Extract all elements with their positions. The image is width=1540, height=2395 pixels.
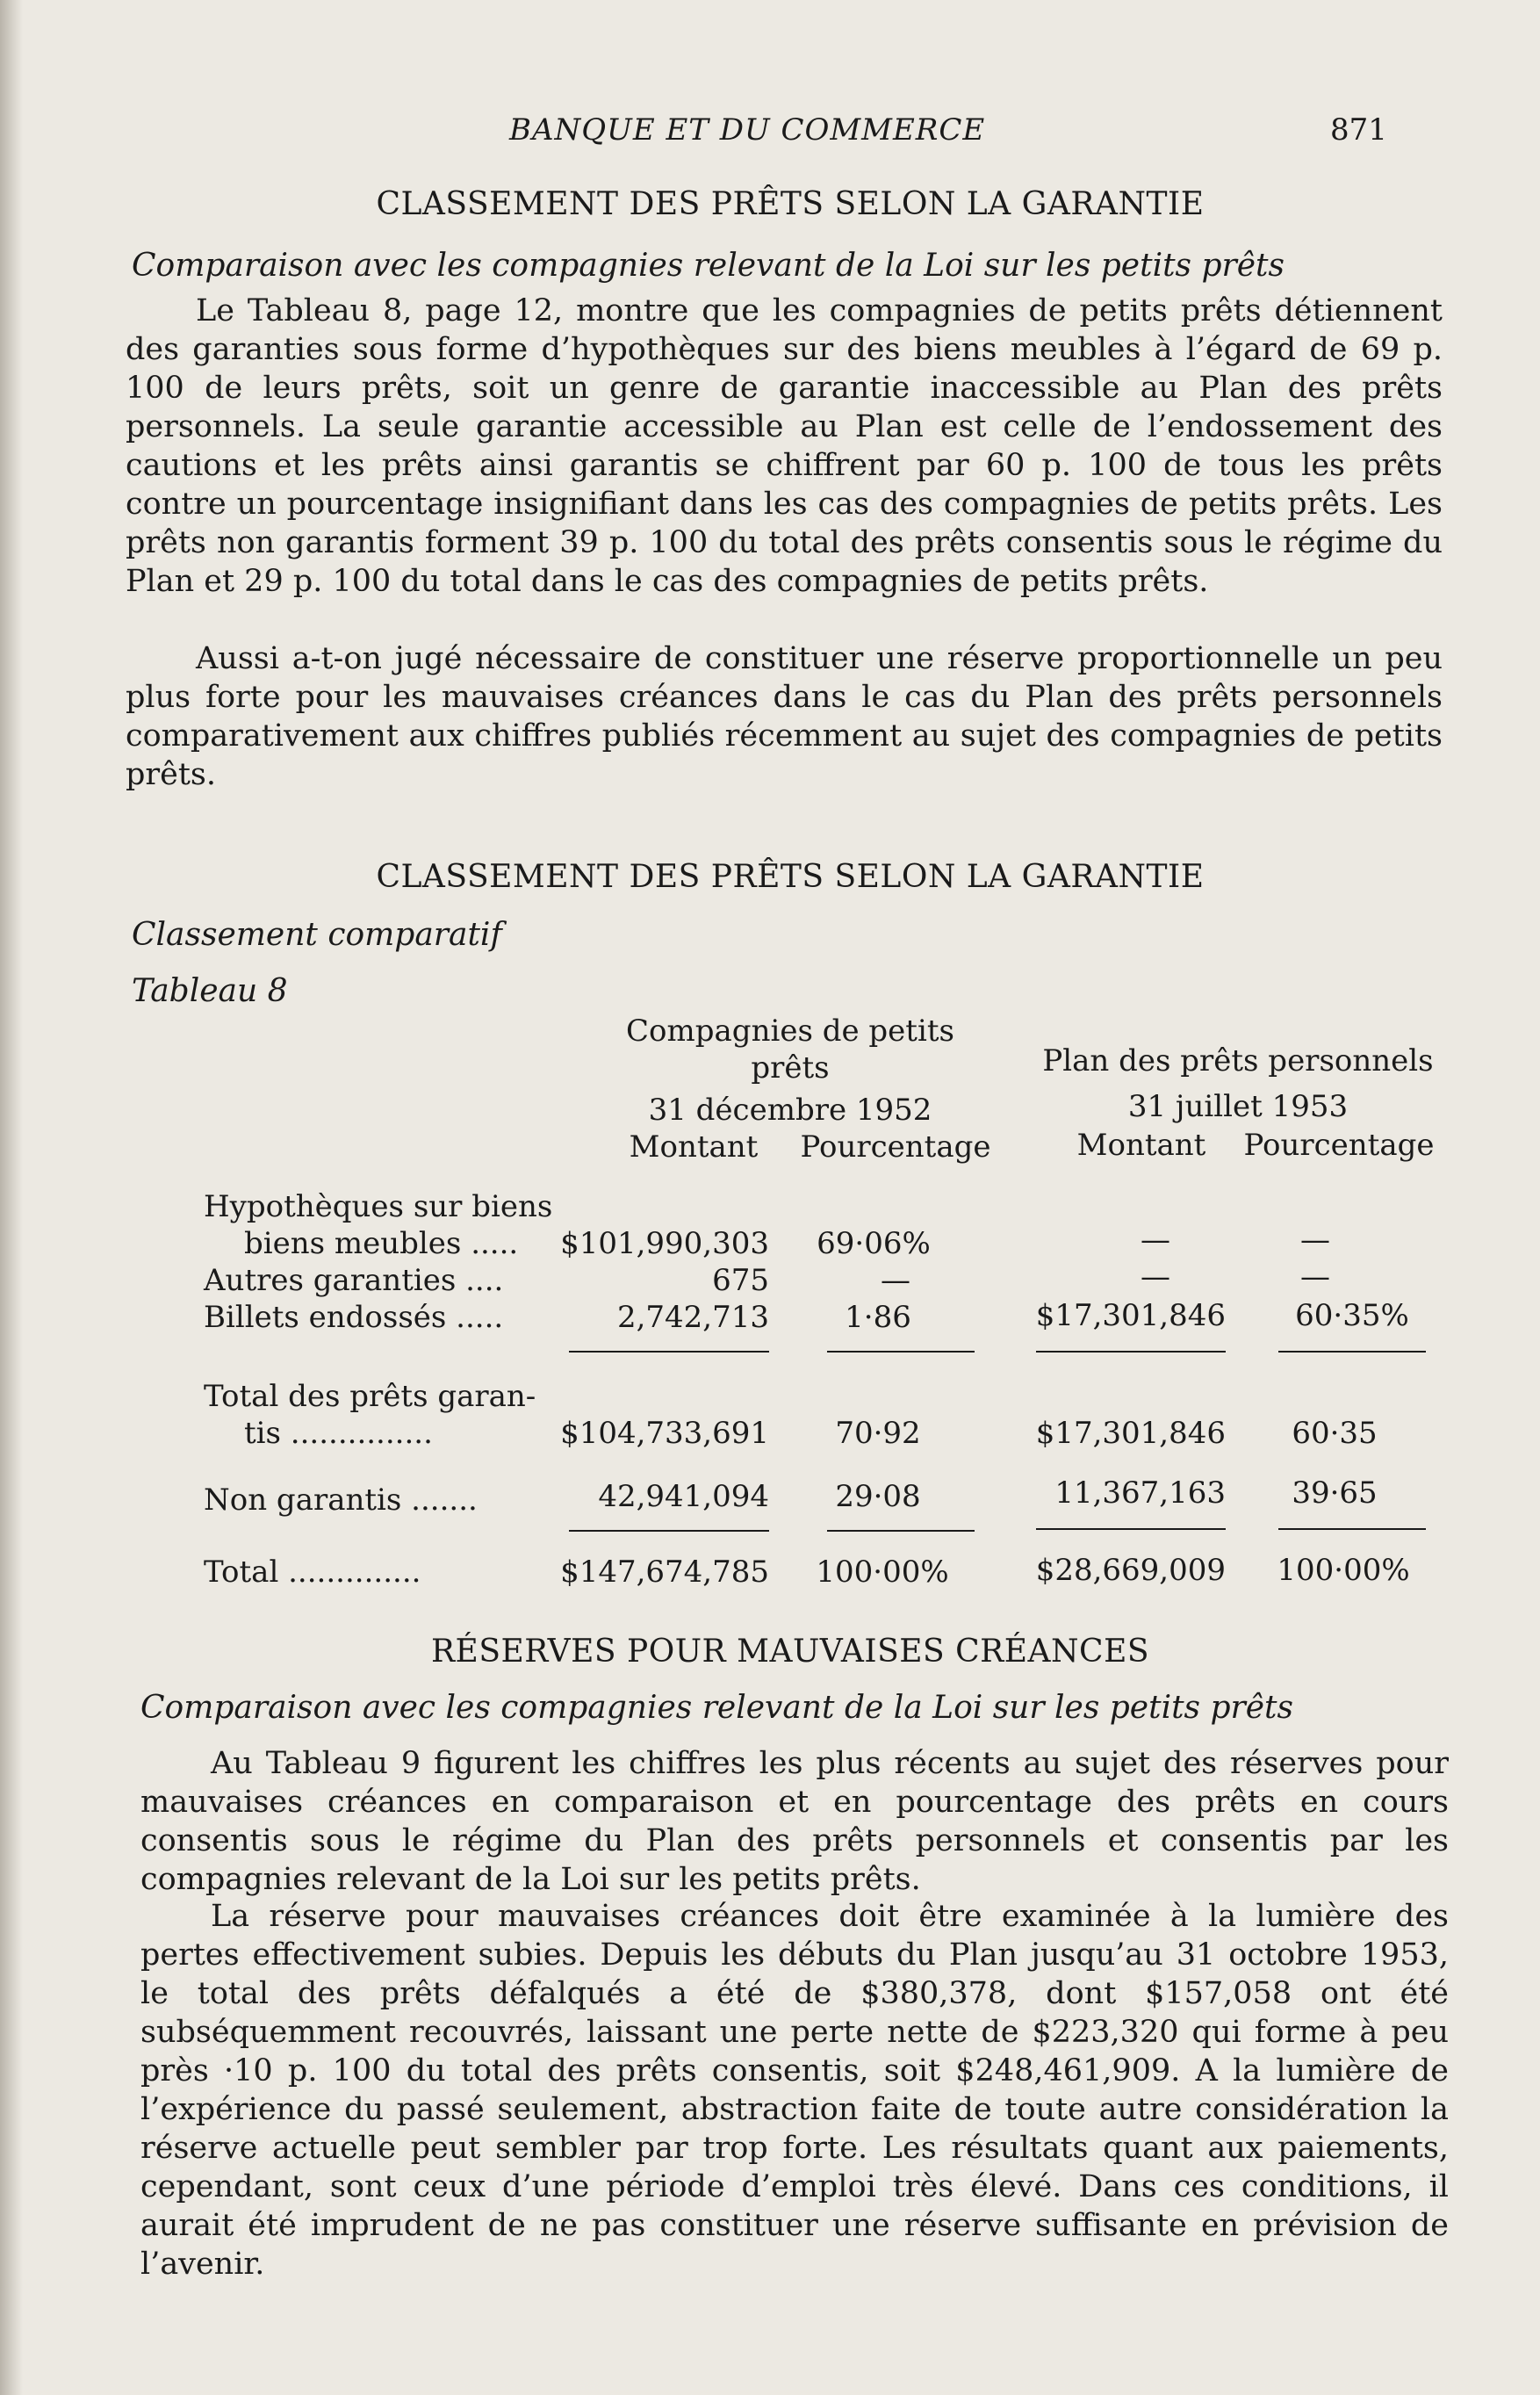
row-billets-amount-1: 2,742,713	[616, 1300, 769, 1335]
row-total-amount-2: $28,669,009	[1035, 1553, 1226, 1588]
col-group1-date: 31 décembre 1952	[648, 1093, 932, 1128]
row-total-garantis-percent-1: 70·92	[835, 1416, 921, 1451]
section1-paragraph-1-text: Le Tableau 8, page 12, montre que les compagnies de petits prêts détiennent des garanties sous forme d’hypothèques sur des biens meubles à l’égard de 69 p. 100 de leurs prêts, soit un genre de garantie inaccessible au Plan des prêts personnels. La seule garantie accessible au Plan est celle de l’endossement des cautions et les prêts ainsi garantis se chiffrent par 60 p. 100 de tous les prêts contre un pourcentage insignifiant dans les cas des compagnies de petits prêts. Les prêts non garantis forment 39 p. 100 du total des prêts consentis sous le régime du Plan et 29 p. 100 du total dans le cas des compagnies de petits prêts.	[126, 293, 1443, 599]
table-heading: CLASSEMENT DES PRÊTS SELON LA GARANTIE	[376, 859, 1205, 895]
section2-subheading: Comparaison avec les compagnies relevant de la Loi sur les petits prêts	[140, 1690, 1293, 1726]
section1-paragraph-2-text: Aussi a-t-on jugé nécessaire de constituer une réserve proportionnelle un peu plus forte pour les mauvaises créances dans le cas du Plan des prêts personnels comparativement aux chiffres publiés récemment au sujet des compagnies de petits prêts.	[126, 641, 1443, 792]
row-total-garantis-amount-1: $104,733,691	[560, 1416, 769, 1451]
row-hypotheques-amount-1: $101,990,303	[560, 1226, 769, 1261]
col-group2-title: Plan des prêts personnels	[1042, 1043, 1434, 1078]
table-caption-classement: Classement comparatif	[132, 917, 502, 953]
row-total-garantis-label-line1: Total des prêts garan-	[204, 1379, 536, 1414]
total-rule-percent-2	[1278, 1528, 1426, 1530]
row-non-garantis-amount-1: 42,941,094	[598, 1479, 769, 1514]
row-total-percent-1: 100·00%	[816, 1555, 949, 1590]
row-autres-label: Autres garanties ....	[204, 1263, 504, 1298]
row-autres-percent-1: —	[881, 1263, 910, 1298]
col-group1-title-line1: Compagnies de petits	[626, 1014, 954, 1049]
section1-paragraph-1	[126, 292, 1443, 601]
row-non-garantis-percent-2: 39·65	[1292, 1475, 1378, 1511]
page-number: 871	[1330, 112, 1387, 148]
row-hypotheques-amount-2: —	[1141, 1223, 1170, 1258]
subtotal-rule-percent-1	[827, 1351, 975, 1353]
row-non-garantis-percent-1: 29·08	[835, 1479, 921, 1514]
col-group1-title-line2: prêts	[751, 1050, 830, 1086]
row-autres-percent-2: —	[1300, 1259, 1330, 1295]
row-total-garantis-amount-2: $17,301,846	[1035, 1416, 1226, 1451]
subtotal-rule-amount-2	[1036, 1351, 1226, 1353]
binding-gutter	[0, 0, 23, 2395]
row-billets-label: Billets endossés .....	[204, 1300, 504, 1335]
row-hypotheques-percent-2: —	[1300, 1223, 1330, 1258]
row-non-garantis-label: Non garantis .......	[204, 1482, 478, 1518]
table-caption-tableau: Tableau 8	[132, 973, 288, 1009]
subtotal-rule-percent-2	[1278, 1351, 1426, 1353]
row-autres-amount-1: 675	[712, 1263, 769, 1298]
row-billets-percent-2: 60·35%	[1295, 1298, 1409, 1333]
row-hypotheques-label-line1: Hypothèques sur biens	[204, 1189, 553, 1224]
section1-heading: CLASSEMENT DES PRÊTS SELON LA GARANTIE	[376, 186, 1205, 222]
row-total-percent-2: 100·00%	[1277, 1553, 1410, 1588]
col-group2-date: 31 juillet 1953	[1127, 1089, 1349, 1124]
row-total-amount-1: $147,674,785	[560, 1555, 769, 1590]
row-total-garantis-percent-2: 60·35	[1292, 1416, 1378, 1451]
section1-paragraph-2	[126, 639, 1443, 794]
row-hypotheques-percent-1: 69·06%	[817, 1226, 931, 1261]
total-rule-amount-2	[1036, 1528, 1226, 1530]
col-header-pourcentage-2: Pourcentage	[1243, 1128, 1435, 1163]
row-total-label: Total ..............	[204, 1555, 421, 1590]
col-header-pourcentage-1: Pourcentage	[800, 1129, 991, 1165]
section1-subheading: Comparaison avec les compagnies relevant de la Loi sur les petits prêts	[132, 248, 1285, 284]
running-head: BANQUE ET DU COMMERCE	[509, 112, 986, 148]
col-header-montant-1: Montant	[629, 1129, 759, 1165]
row-total-garantis-label-line2: tis ...............	[244, 1416, 433, 1451]
section2-heading: RÉSERVES POUR MAUVAISES CRÉANCES	[430, 1634, 1150, 1670]
section2-paragraph-1-text: Au Tableau 9 figurent les chiffres les plus récents au sujet des réserves pour mauvaises créances en comparaison et en pourcentage des prêts en cours consentis sous le régime du Plan des prêts personnels et consentis par les compagnies relevant de la Loi sur les petits prêts.	[140, 1746, 1449, 1897]
row-billets-amount-2: $17,301,846	[1035, 1298, 1226, 1333]
total-rule-amount-1	[569, 1530, 769, 1532]
row-non-garantis-amount-2: 11,367,163	[1054, 1475, 1226, 1511]
total-rule-percent-1	[827, 1530, 975, 1532]
col-header-montant-2: Montant	[1076, 1128, 1206, 1163]
row-autres-amount-2: —	[1141, 1259, 1170, 1295]
row-hypotheques-label-line2: biens meubles .....	[244, 1226, 519, 1261]
section2-paragraph-2	[140, 1897, 1449, 2283]
section2-paragraph-2-text: La réserve pour mauvaises créances doit être examinée à la lumière des pertes effectivement subies. Depuis les débuts du Plan jusqu’au 31 octobre 1953, le total des prêts défalqués a été de $380,378, dont $157,058 ont été subséquemment recouvrés, laissant une perte nette de $223,320 qui forme à peu près ·10 p. 100 du total des prêts consentis, soit $248,461,909. A la lumière de l’expérience du passé seulement, abstraction faite de toute autre considération la réserve actuelle peut sembler par trop forte. Les résultats quant aux paiements, cependant, sont ceux d’une période d’emploi très élevé. Dans ces conditions, il aurait été imprudent de ne pas constituer une réserve suffisante en prévision de l’avenir.	[140, 1899, 1449, 2282]
subtotal-rule-amount-1	[569, 1351, 769, 1353]
row-billets-percent-1: 1·86	[845, 1300, 911, 1335]
section2-paragraph-1	[140, 1744, 1449, 1899]
